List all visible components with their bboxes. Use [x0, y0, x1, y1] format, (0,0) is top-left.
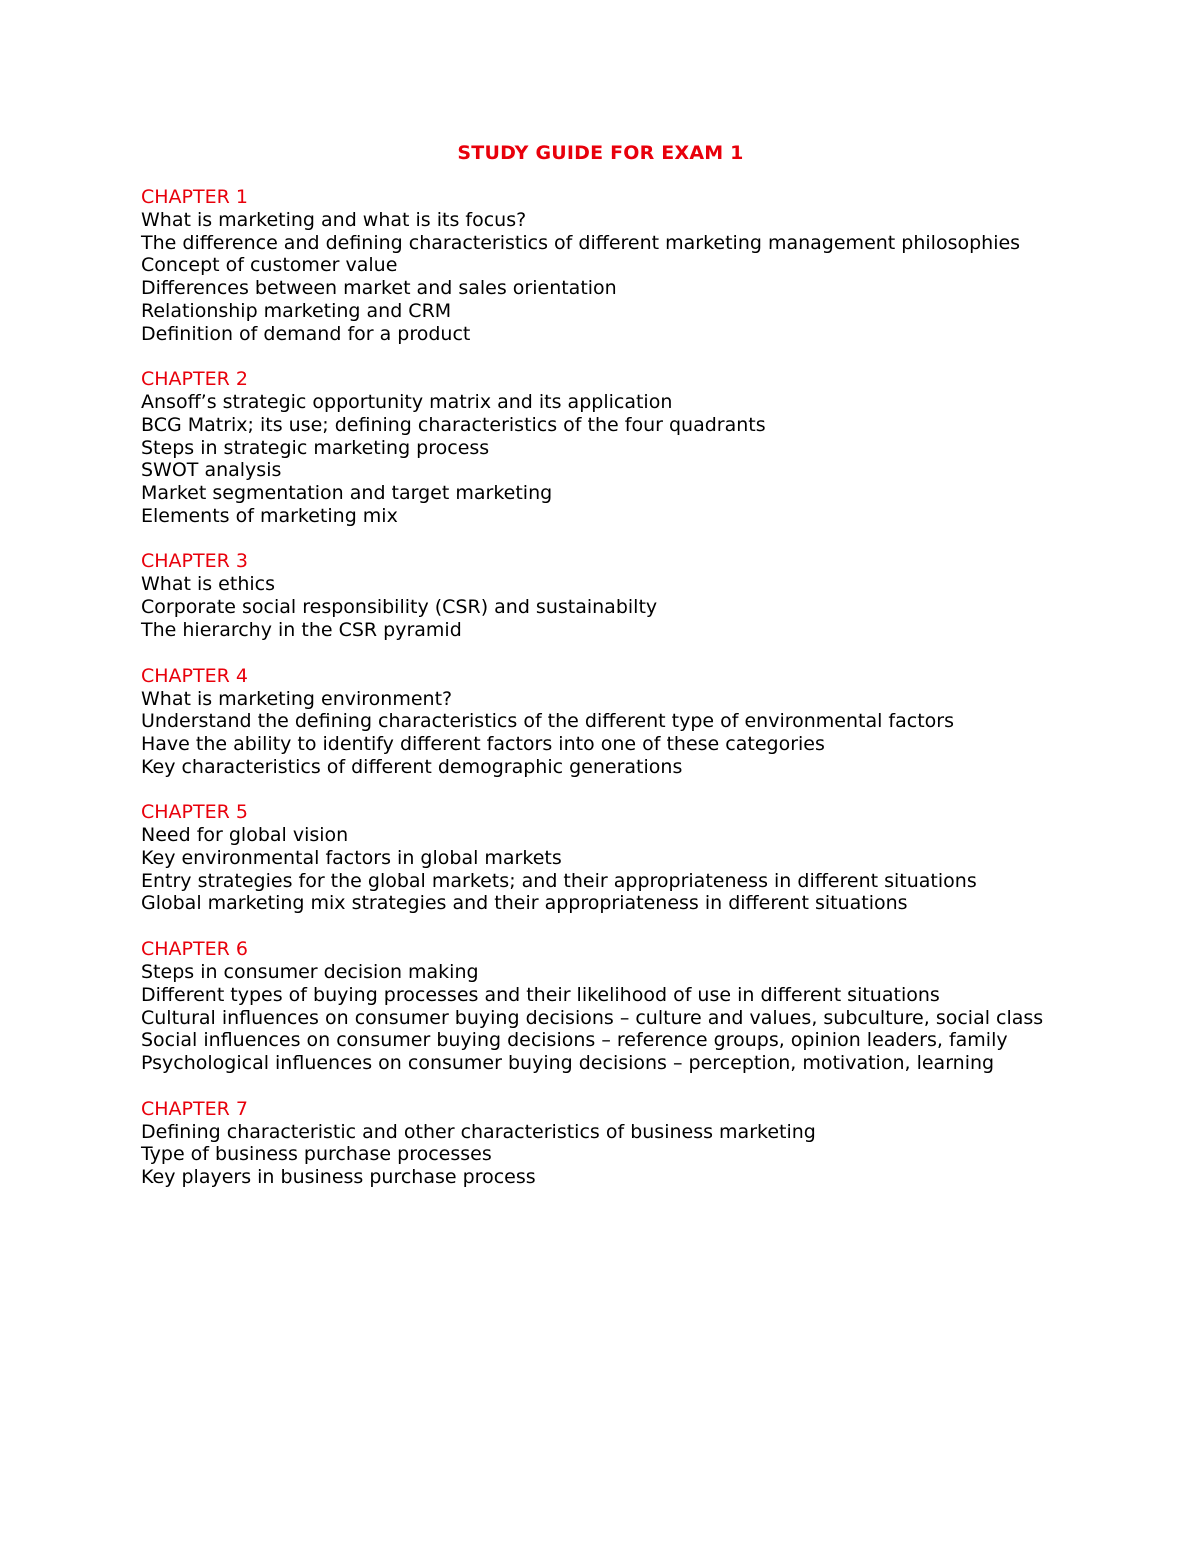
topic-item: The hierarchy in the CSR pyramid	[141, 618, 462, 641]
chapter-heading: CHAPTER 6	[141, 938, 248, 961]
chapter-heading: CHAPTER 4	[141, 664, 248, 687]
topic-list	[141, 209, 1060, 345]
chapter-1-section	[141, 186, 1060, 345]
topic-item: Entry strategies for the global markets; and their appropriateness in different situations	[141, 869, 977, 892]
chapter-5-section	[141, 801, 1060, 915]
topic-item: Different types of buying processes and their likelihood of use in different situations	[141, 983, 940, 1006]
chapter-heading: CHAPTER 7	[141, 1097, 248, 1120]
chapter-7-section	[141, 1098, 1060, 1189]
topic-item: Differences between market and sales orientation	[141, 277, 617, 300]
chapter-3-section	[141, 550, 1060, 641]
topic-item: Psychological influences on consumer buying decisions – perception, motivation, learning	[141, 1051, 995, 1074]
topic-item: Key players in business purchase process	[141, 1166, 536, 1189]
topic-item: Steps in strategic marketing process	[141, 436, 490, 459]
topic-item: What is marketing and what is its focus?	[141, 209, 527, 231]
topic-item: What is ethics	[141, 573, 275, 596]
topic-item: Market segmentation and target marketing	[141, 482, 553, 505]
topic-item: Understand the defining characteristics of the different type of environmental factors	[141, 710, 954, 733]
topic-item: Key environmental factors in global markets	[141, 847, 562, 870]
topic-item: Elements of marketing mix	[141, 504, 398, 527]
chapter-heading: CHAPTER 3	[141, 550, 248, 573]
topic-item: Steps in consumer decision making	[141, 961, 479, 984]
topic-item: BCG Matrix; its use; defining characteristics of the four quadrants	[141, 413, 766, 436]
chapter-6-section	[141, 938, 1060, 1075]
topic-item: Key characteristics of different demographic generations	[141, 755, 683, 778]
topic-item: What is marketing environment?	[141, 687, 453, 710]
chapter-heading: CHAPTER 5	[141, 801, 248, 824]
topic-item: Global marketing mix strategies and their appropriateness in different situations	[141, 892, 908, 915]
topic-item: Corporate social responsibility (CSR) and sustainabilty	[141, 596, 658, 619]
topic-item: Definition of demand for a product	[141, 322, 471, 345]
topic-item: SWOT analysis	[141, 459, 282, 482]
topic-item: Relationship marketing and CRM	[141, 299, 452, 322]
chapter-heading: CHAPTER 2	[141, 368, 248, 391]
topic-item: Concept of customer value	[141, 254, 398, 277]
topic-item: Defining characteristic and other characteristics of business marketing	[141, 1120, 816, 1143]
topic-list	[141, 1121, 1060, 1189]
topic-list	[141, 391, 1060, 527]
topic-item: Cultural influences on consumer buying decisions – culture and values, subculture, social class	[141, 1006, 1044, 1029]
topic-item: Need for global vision	[141, 824, 349, 847]
topic-list	[141, 824, 1060, 915]
chapter-heading: CHAPTER 1	[141, 186, 248, 208]
chapter-4-section	[141, 665, 1060, 779]
topic-item: Social influences on consumer buying decisions – reference groups, opinion leaders, family	[141, 1029, 1008, 1052]
topic-item: Ansoff’s strategic opportunity matrix and its application	[141, 391, 673, 414]
topic-list	[141, 688, 1060, 779]
topic-item: The difference and defining characteristics of different marketing management philosophies	[141, 231, 1021, 254]
topic-item: Have the ability to identify different factors into one of these categories	[141, 732, 825, 755]
topic-list	[141, 573, 1060, 641]
chapter-2-section	[141, 368, 1060, 527]
topic-item: Type of business purchase processes	[141, 1143, 492, 1166]
document-title: STUDY GUIDE FOR EXAM 1	[457, 142, 744, 164]
topic-list	[141, 961, 1060, 1075]
